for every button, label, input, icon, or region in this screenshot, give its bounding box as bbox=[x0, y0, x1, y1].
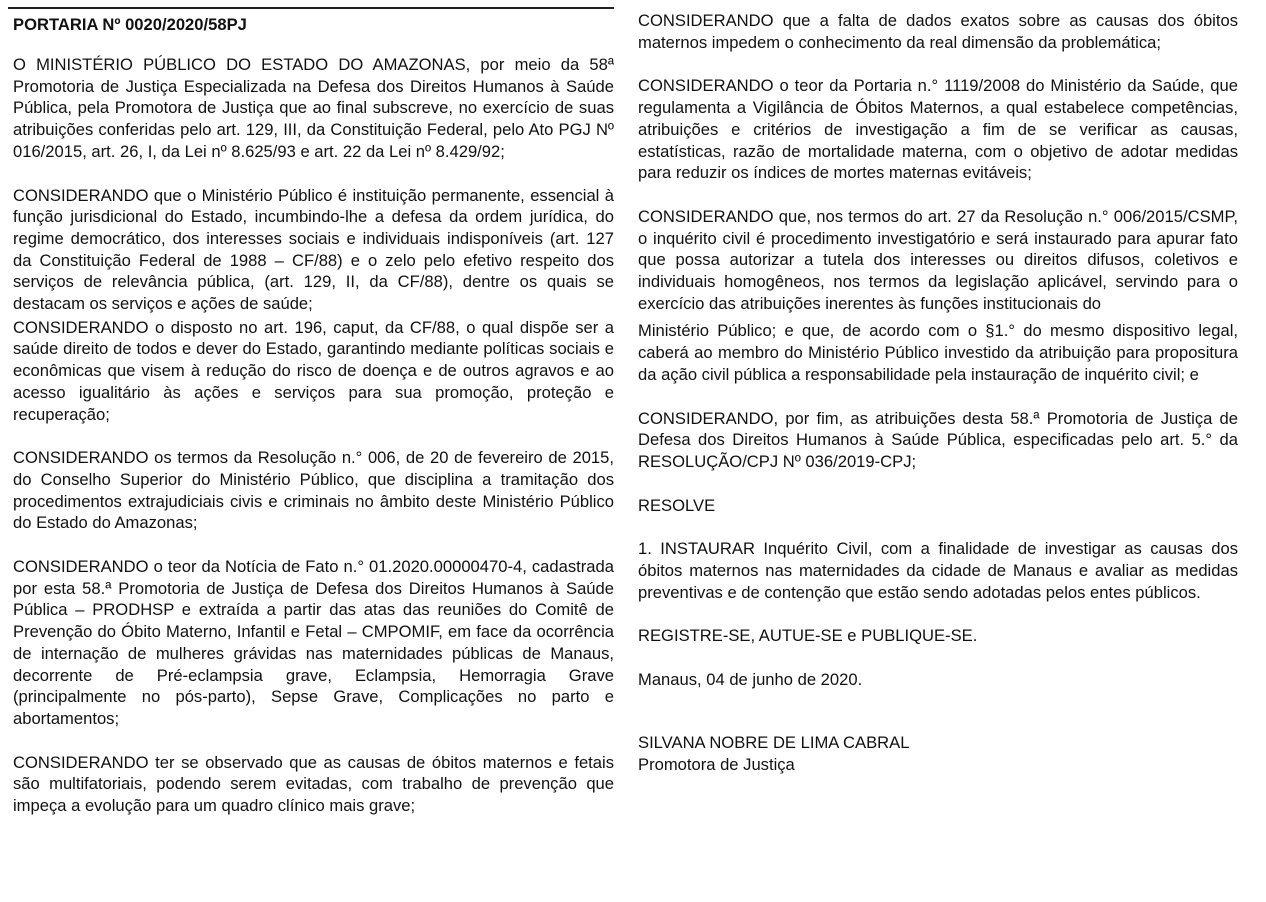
considerando-paragraph: CONSIDERANDO que a falta de dados exatos sobre as causas dos óbitos maternos impedem o conhecimento da real dimensão da problemática; bbox=[638, 11, 1238, 52]
considerando-paragraph: CONSIDERANDO o teor da Notícia de Fato n.° 01.2020.00000470-4, cadastrada por esta 58.ª Promotoria de Justiça de Defesa dos Direitos Humanos à Saúde Pública – PRODHSP e extraída a partir das atas das reuniões do Comitê de Prevenção do Óbito Materno, Infantil e Fetal – CMPOMIF, em face da ocorrência de internação de mulheres grávidas nas maternidades públicas de Manaus, decorrente de Pré-eclampsia grave, Eclampsia, Hemorragia Grave (principalmente no pós-parto), Sepse Grave, Complicações no parto e abortamentos; bbox=[13, 557, 614, 728]
signature-role: Promotora de Justiça bbox=[638, 754, 795, 774]
considerando-paragraph: CONSIDERANDO ter se observado que as causas de óbitos maternos e fetais são multifatoriais, podendo serem evitadas, com trabalho de prevenção que impeça a evolução para um quadro clínico mais grave; bbox=[13, 752, 614, 816]
publication-order: REGISTRE-SE, AUTUE-SE e PUBLIQUE-SE. bbox=[638, 626, 978, 646]
considerando-paragraph: CONSIDERANDO os termos da Resolução n.° 006, de 20 de fevereiro de 2015, do Conselho Superior do Ministério Público, que disciplina a tramitação dos procedimentos extrajudiciais civis e criminais no âmbito deste Ministério Público do Estado do Amazonas; bbox=[13, 448, 614, 533]
date-location: Manaus, 04 de junho de 2020. bbox=[638, 670, 863, 690]
resolution-item: 1. INSTAURAR Inquérito Civil, com a finalidade de investigar as causas dos óbitos maternos nas maternidades da cidade de Manaus e avaliar as medidas preventivas e de contenção que estão sendo adotadas pelos entes públicos. bbox=[638, 539, 1238, 602]
considerando-paragraph: CONSIDERANDO que o Ministério Público é instituição permanente, essencial à função jurisdicional do Estado, incumbindo-lhe a defesa da ordem jurídica, do regime democrático, dos interesses sociais e individuais indisponíveis (art. 127 da Constituição Federal de 1988 – CF/88) e o zelo pelo efetivo respeito dos serviços de relevância pública, (art. 129, II, da CF/88), dentre os quais se destacam os serviços e ações de saúde; bbox=[13, 185, 614, 314]
signature-name: SILVANA NOBRE DE LIMA CABRAL bbox=[638, 732, 910, 752]
continuation-paragraph: Ministério Público; e que, de acordo com o §1.° do mesmo dispositivo legal, caberá ao membro do Ministério Público investido da atribuição para propositura da ação civil pública a responsabilidade pela instauração de inquérito civil; e bbox=[638, 321, 1238, 384]
left-column bbox=[13, 54, 614, 817]
considerando-paragraph: CONSIDERANDO, por fim, as atribuições desta 58.ª Promotoria de Justiça de Defesa dos Direitos Humanos à Saúde Pública, especificadas pelo art. 5.° da RESOLUÇÃO/CPJ Nº 036/2019-CPJ; bbox=[638, 408, 1238, 471]
right-column bbox=[638, 10, 1238, 775]
considerando-paragraph: CONSIDERANDO que, nos termos do art. 27 da Resolução n.° 006/2015/CSMP, o inquérito civil é procedimento investigatório e será instaurado para apurar fato que possa autorizar a tutela dos interesses ou direitos difusos, coletivos e individuais homogêneos, nos termos da legislação aplicável, servindo para o exercício das atribuições inerentes às funções institucionais do bbox=[638, 206, 1238, 313]
header-rule bbox=[8, 7, 614, 9]
preamble-paragraph: O MINISTÉRIO PÚBLICO DO ESTADO DO AMAZONAS, por meio da 58ª Promotoria de Justiça Especializada na Defesa dos Direitos Humanos à Saúde Pública, pela Promotora de Justiça que ao final subscreve, no exercício de suas atribuições conferidas pelo art. 129, III, da Constituição Federal, pelo Ato PGJ Nº 016/2015, art. 26, I, da Lei nº 8.625/93 e art. 22 da Lei nº 8.429/92; bbox=[13, 55, 614, 161]
document-title: PORTARIA Nº 0020/2020/58PJ bbox=[13, 15, 247, 34]
resolve-heading: RESOLVE bbox=[638, 495, 716, 515]
considerando-paragraph: CONSIDERANDO o teor da Portaria n.° 1119/2008 do Ministério da Saúde, que regulamenta a Vigilância de Óbitos Maternos, a qual estabelece competências, atribuições e critérios de investigação a fim de se verificar as causas, estatísticas, razão de mortalidade materna, com o objetivo de adotar medidas para reduzir os índices de mortes maternas evitáveis; bbox=[638, 76, 1238, 183]
considerando-paragraph: CONSIDERANDO o disposto no art. 196, caput, da CF/88, o qual dispõe ser a saúde direito de todos e dever do Estado, garantindo mediante políticas sociais e econômicas que visem à redução do risco de doença e de outros agravos e ao acesso igualitário às ações e serviços para sua promoção, proteção e recuperação; bbox=[13, 317, 614, 424]
